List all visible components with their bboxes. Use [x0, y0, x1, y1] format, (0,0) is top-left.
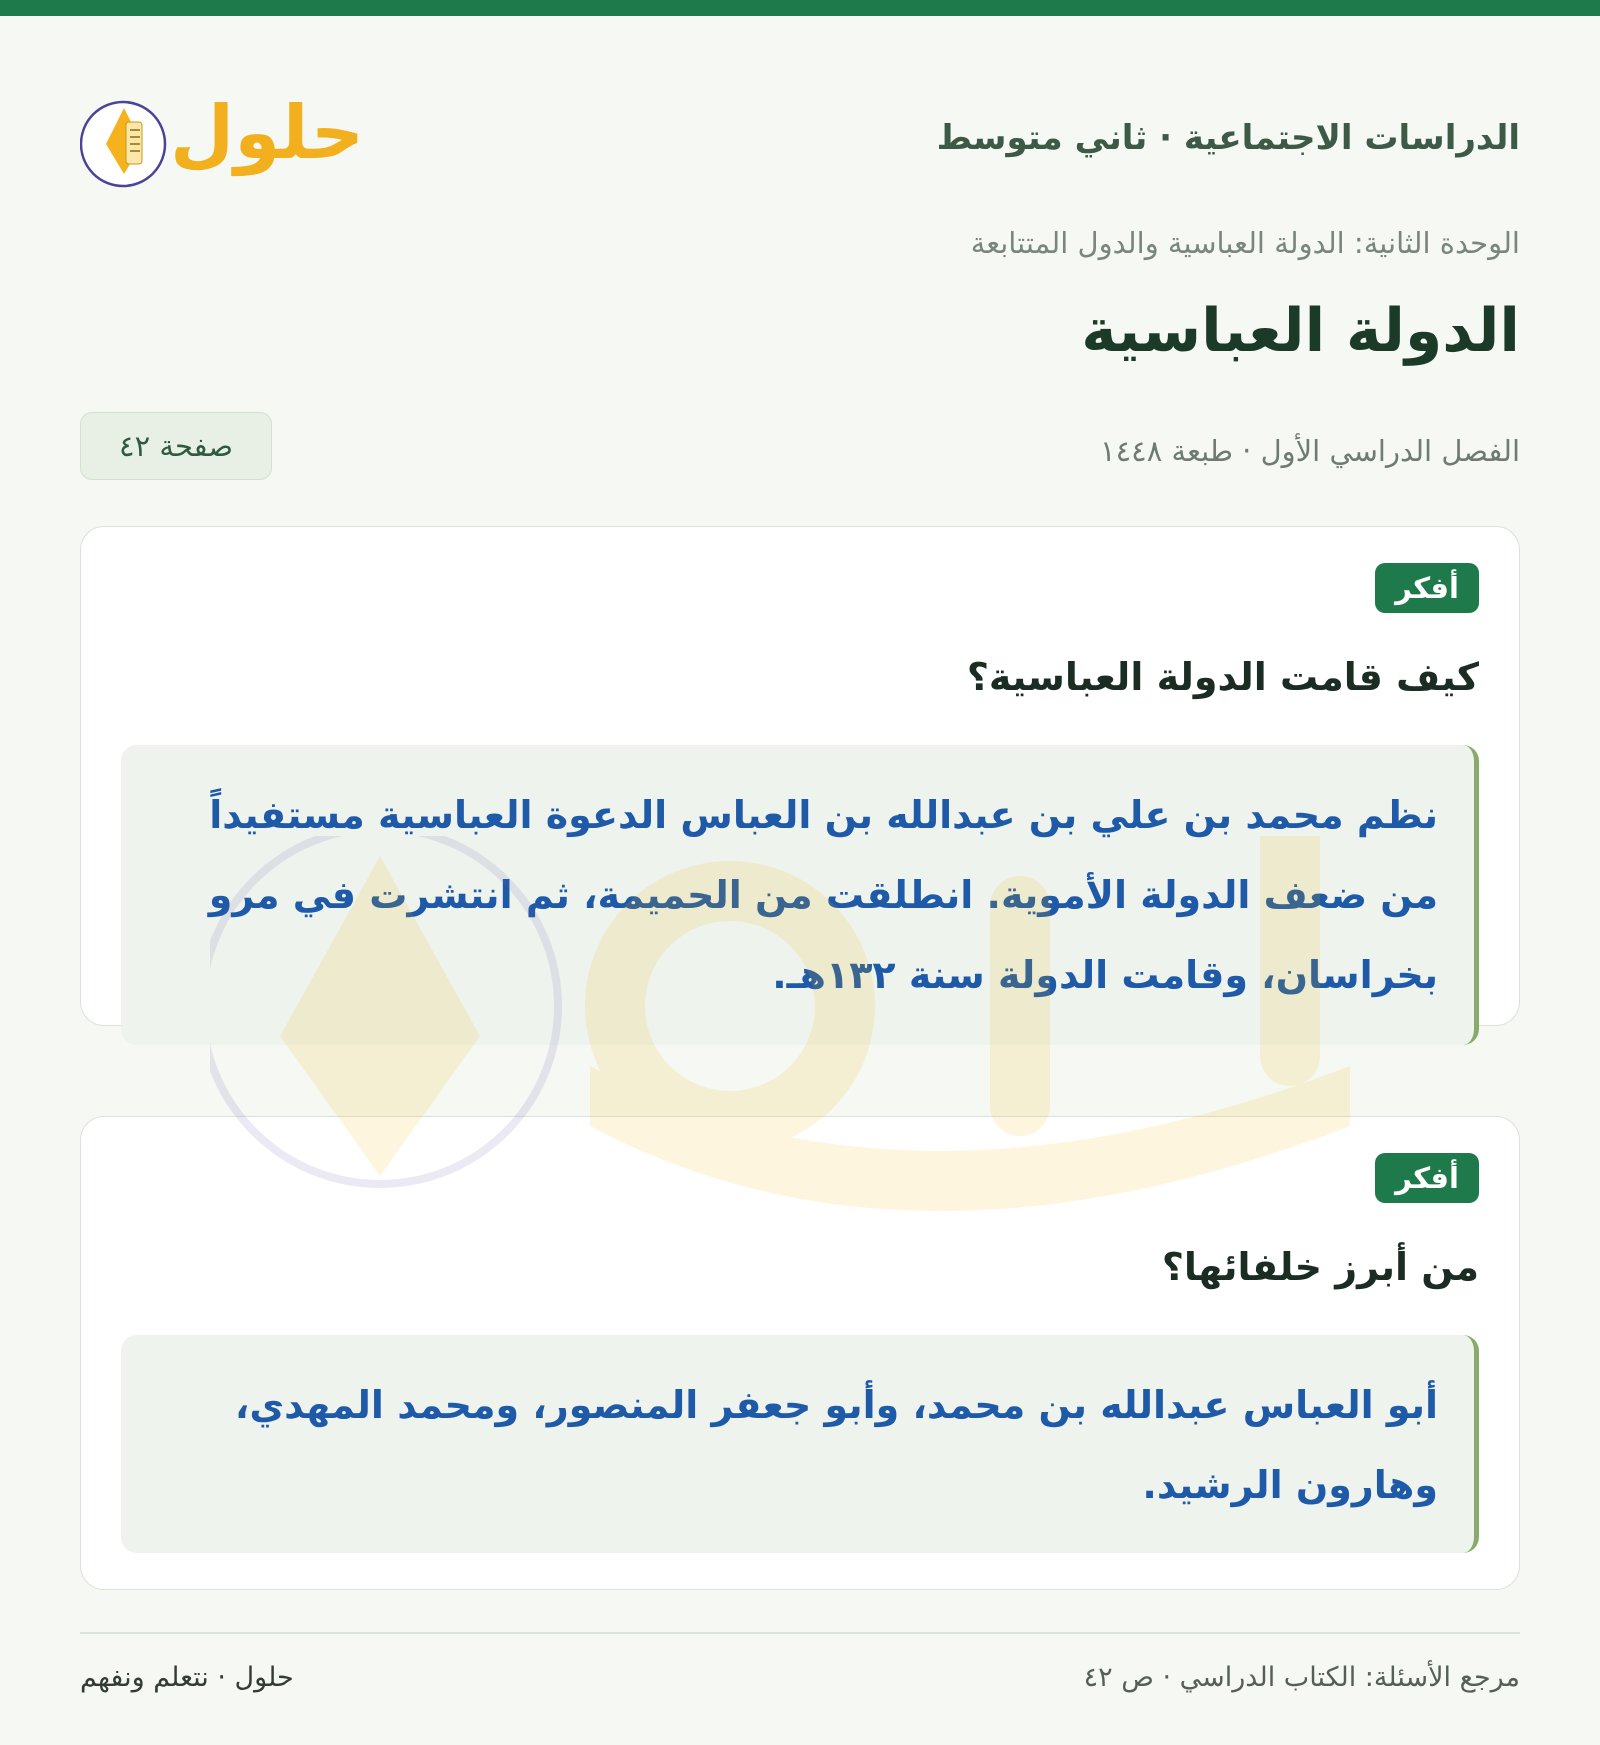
question-text: كيف قامت الدولة العباسية؟ — [966, 655, 1479, 699]
answer-text: نظم محمد بن علي بن عبدالله بن العباس الدعوة العباسية مستفيداً من ضعف الدولة الأموية. انطلقت من الحميمة، ثم انتشرت في مرو بخراسان، وقامت الدولة سنة ١٣٢هـ. — [208, 793, 1438, 997]
question-card — [80, 1116, 1520, 1590]
page-number-badge: صفحة ٤٢ — [80, 412, 272, 480]
footer-brand: حلول · نتعلم ونفهم — [80, 1662, 294, 1693]
think-tag: أفكر — [1375, 1153, 1479, 1203]
page — [80, 16, 1520, 1745]
term-label: الفصل الدراسي الأول · طبعة ١٤٤٨ — [1100, 434, 1520, 468]
answer-text: أبو العباس عبدالله بن محمد، وأبو جعفر المنصور، ومحمد المهدي، وهارون الرشيد. — [234, 1383, 1438, 1507]
answer-box — [121, 1335, 1479, 1553]
lesson-title: الدولة العباسية — [1081, 296, 1520, 366]
subject-title: الدراسات الاجتماعية · ثاني متوسط — [936, 118, 1520, 158]
answer-box — [121, 745, 1479, 1045]
logo-text: حلول — [170, 90, 365, 176]
question-text: من أبرز خلفائها؟ — [1161, 1245, 1479, 1289]
top-accent-bar — [0, 0, 1600, 16]
footer-divider — [80, 1632, 1520, 1634]
think-tag: أفكر — [1375, 563, 1479, 613]
unit-label: الوحدة الثانية: الدولة العباسية والدول المتتابعة — [970, 226, 1520, 260]
header — [80, 76, 1520, 206]
question-card — [80, 526, 1520, 1026]
footer-reference: مرجع الأسئلة: الكتاب الدراسي · ص ٤٢ — [1083, 1662, 1520, 1693]
site-logo[interactable] — [80, 86, 365, 196]
